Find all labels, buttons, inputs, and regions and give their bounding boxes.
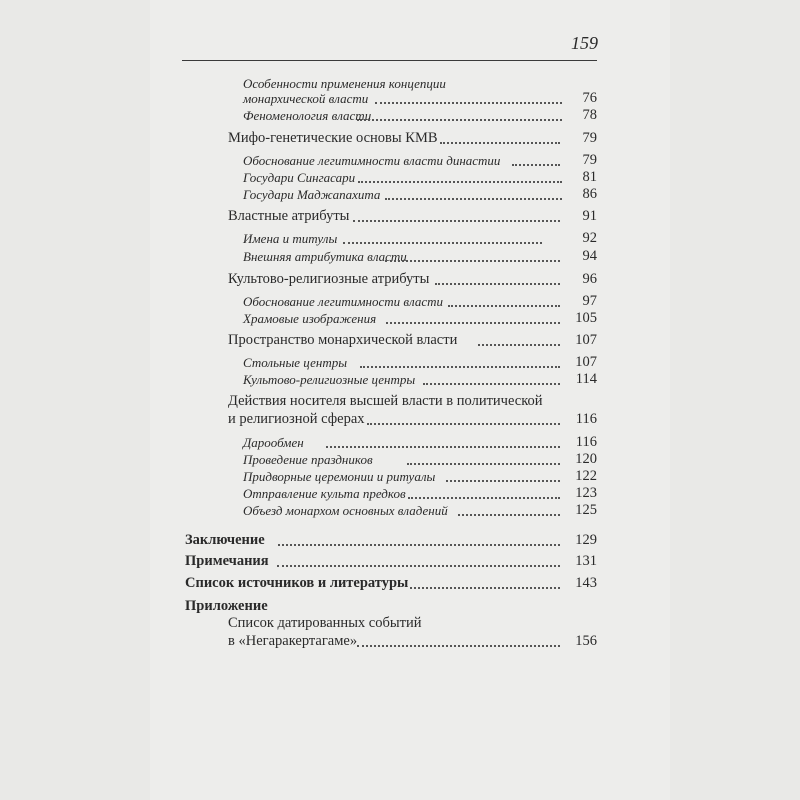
toc-entry [228, 633, 597, 651]
toc-entry-title: Внешняя атрибутика власти [243, 249, 407, 264]
dot-leader [367, 423, 560, 425]
toc-entry-title: Обоснование легитимности власти династии [243, 153, 501, 168]
toc-entry-title: Государи Маджапахита [243, 187, 381, 202]
toc-entry-title: Дарообмен [243, 435, 304, 450]
toc-entry-title: Список источников и литературы [185, 575, 409, 591]
toc-page-number: 120 [575, 451, 597, 467]
toc-entry-title: Обоснование легитимности власти [243, 294, 444, 309]
toc-entry-title: Особенности применения концепции [243, 76, 446, 91]
toc-page-number: 97 [582, 293, 597, 309]
dot-leader [478, 344, 560, 346]
toc-entry [185, 532, 597, 550]
toc-entry [243, 293, 597, 311]
toc-page-number: 92 [582, 230, 597, 246]
toc-page-number: 116 [575, 411, 597, 427]
dot-leader [353, 220, 560, 222]
dot-leader [360, 366, 560, 368]
toc-entry [228, 332, 597, 350]
toc-entry-title: Имена и титулы [243, 231, 338, 246]
toc-entry [185, 575, 597, 593]
toc-page-number: 79 [582, 130, 597, 146]
dot-leader [357, 119, 562, 121]
dot-leader [343, 242, 542, 244]
toc-entry [243, 434, 597, 452]
toc-entry-title: Объезд монархом основных владений [243, 503, 448, 518]
toc-entry-title: Государи Сингасари [243, 170, 356, 185]
toc-page-number: 143 [575, 575, 597, 591]
toc-page-number: 122 [575, 468, 597, 484]
toc-entry-title: Культово-религиозные атрибуты [228, 271, 430, 287]
toc-entry-title: Феноменология власти [243, 108, 372, 123]
dot-leader [448, 305, 560, 307]
dot-leader [423, 383, 560, 385]
dot-leader [435, 283, 560, 285]
dot-leader [357, 645, 560, 647]
dot-leader [408, 497, 560, 499]
toc-page-number: 123 [575, 485, 597, 501]
toc-entry [243, 371, 597, 389]
toc-entry-title: в «Негаракертагаме» [228, 633, 358, 649]
page-number: 159 [571, 33, 598, 53]
toc-page-number: 156 [575, 633, 597, 649]
toc-entry [228, 615, 597, 633]
toc-entry-title: и религиозной сферах [228, 411, 365, 427]
toc-entry-title: Пространство монархической власти [228, 332, 458, 348]
toc-entry [228, 393, 597, 411]
toc-entry [228, 208, 597, 226]
dot-leader [386, 322, 560, 324]
dot-leader [278, 544, 560, 546]
toc-entry-title: Отправление культа предков [243, 486, 406, 501]
toc-entry [243, 468, 597, 486]
toc-page-number: 105 [575, 310, 597, 326]
dot-leader [446, 480, 560, 482]
toc-page-number: 79 [582, 152, 597, 168]
toc-page-number: 96 [582, 271, 597, 287]
toc-entry-title: Приложение [185, 598, 268, 614]
toc-entry [243, 90, 597, 108]
toc-entry-title: монархической власти [243, 91, 369, 106]
dot-leader [440, 142, 560, 144]
toc-entry [243, 485, 597, 503]
dot-leader [512, 164, 560, 166]
toc-page-number: 81 [582, 169, 597, 185]
toc-entry-title: Заключение [185, 532, 265, 548]
dot-leader [375, 102, 562, 104]
toc-entry-title: Стольные центры [243, 355, 348, 370]
dot-leader [358, 181, 562, 183]
toc-page-number: 76 [582, 90, 597, 106]
dot-leader [385, 198, 562, 200]
toc-entry [243, 152, 597, 170]
dot-leader [326, 446, 560, 448]
toc-entry [185, 598, 597, 616]
toc-entry [243, 451, 597, 469]
toc-entry-title: Список датированных событий [228, 615, 422, 631]
toc-entry-title: Храмовые изображения [243, 311, 377, 326]
toc-entry [243, 248, 597, 266]
toc-page-number: 125 [575, 502, 597, 518]
toc-entry-title: Действия носителя высшей власти в политической [228, 393, 543, 409]
header-rule [182, 60, 597, 61]
toc-entry [243, 310, 597, 328]
toc-entry-title: Примечания [185, 553, 269, 569]
toc-page-number: 107 [575, 354, 597, 370]
toc-entry [243, 107, 597, 125]
dot-leader [458, 514, 560, 516]
toc-entry [228, 130, 597, 148]
toc-entry-title: Культово-религиозные центры [243, 372, 416, 387]
toc-entry [228, 271, 597, 289]
toc-entry [243, 502, 597, 520]
toc-page-number: 129 [575, 532, 597, 548]
toc-entry-title: Проведение праздников [243, 452, 373, 467]
toc-page-number: 131 [575, 553, 597, 569]
toc-page-number: 78 [582, 107, 597, 123]
toc-entry [243, 169, 597, 187]
dot-leader [277, 565, 560, 567]
toc-entry [243, 230, 597, 248]
toc-page-number: 116 [575, 434, 597, 450]
toc-entry [185, 553, 597, 571]
dot-leader [407, 463, 560, 465]
toc-entry [243, 186, 597, 204]
toc-page-number: 94 [582, 248, 597, 264]
toc-entry-title: Властные атрибуты [228, 208, 350, 224]
toc-entry-title: Придворные церемонии и ритуалы [243, 469, 436, 484]
toc-page-number: 107 [575, 332, 597, 348]
toc-page-number: 86 [582, 186, 597, 202]
toc-entry-title: Мифо-генетические основы КМВ [228, 130, 438, 146]
dot-leader [385, 260, 560, 262]
toc-entry [228, 411, 597, 429]
toc-entry [243, 354, 597, 372]
toc-page-number: 91 [582, 208, 597, 224]
dot-leader [410, 587, 560, 589]
toc-page-number: 114 [575, 371, 597, 387]
